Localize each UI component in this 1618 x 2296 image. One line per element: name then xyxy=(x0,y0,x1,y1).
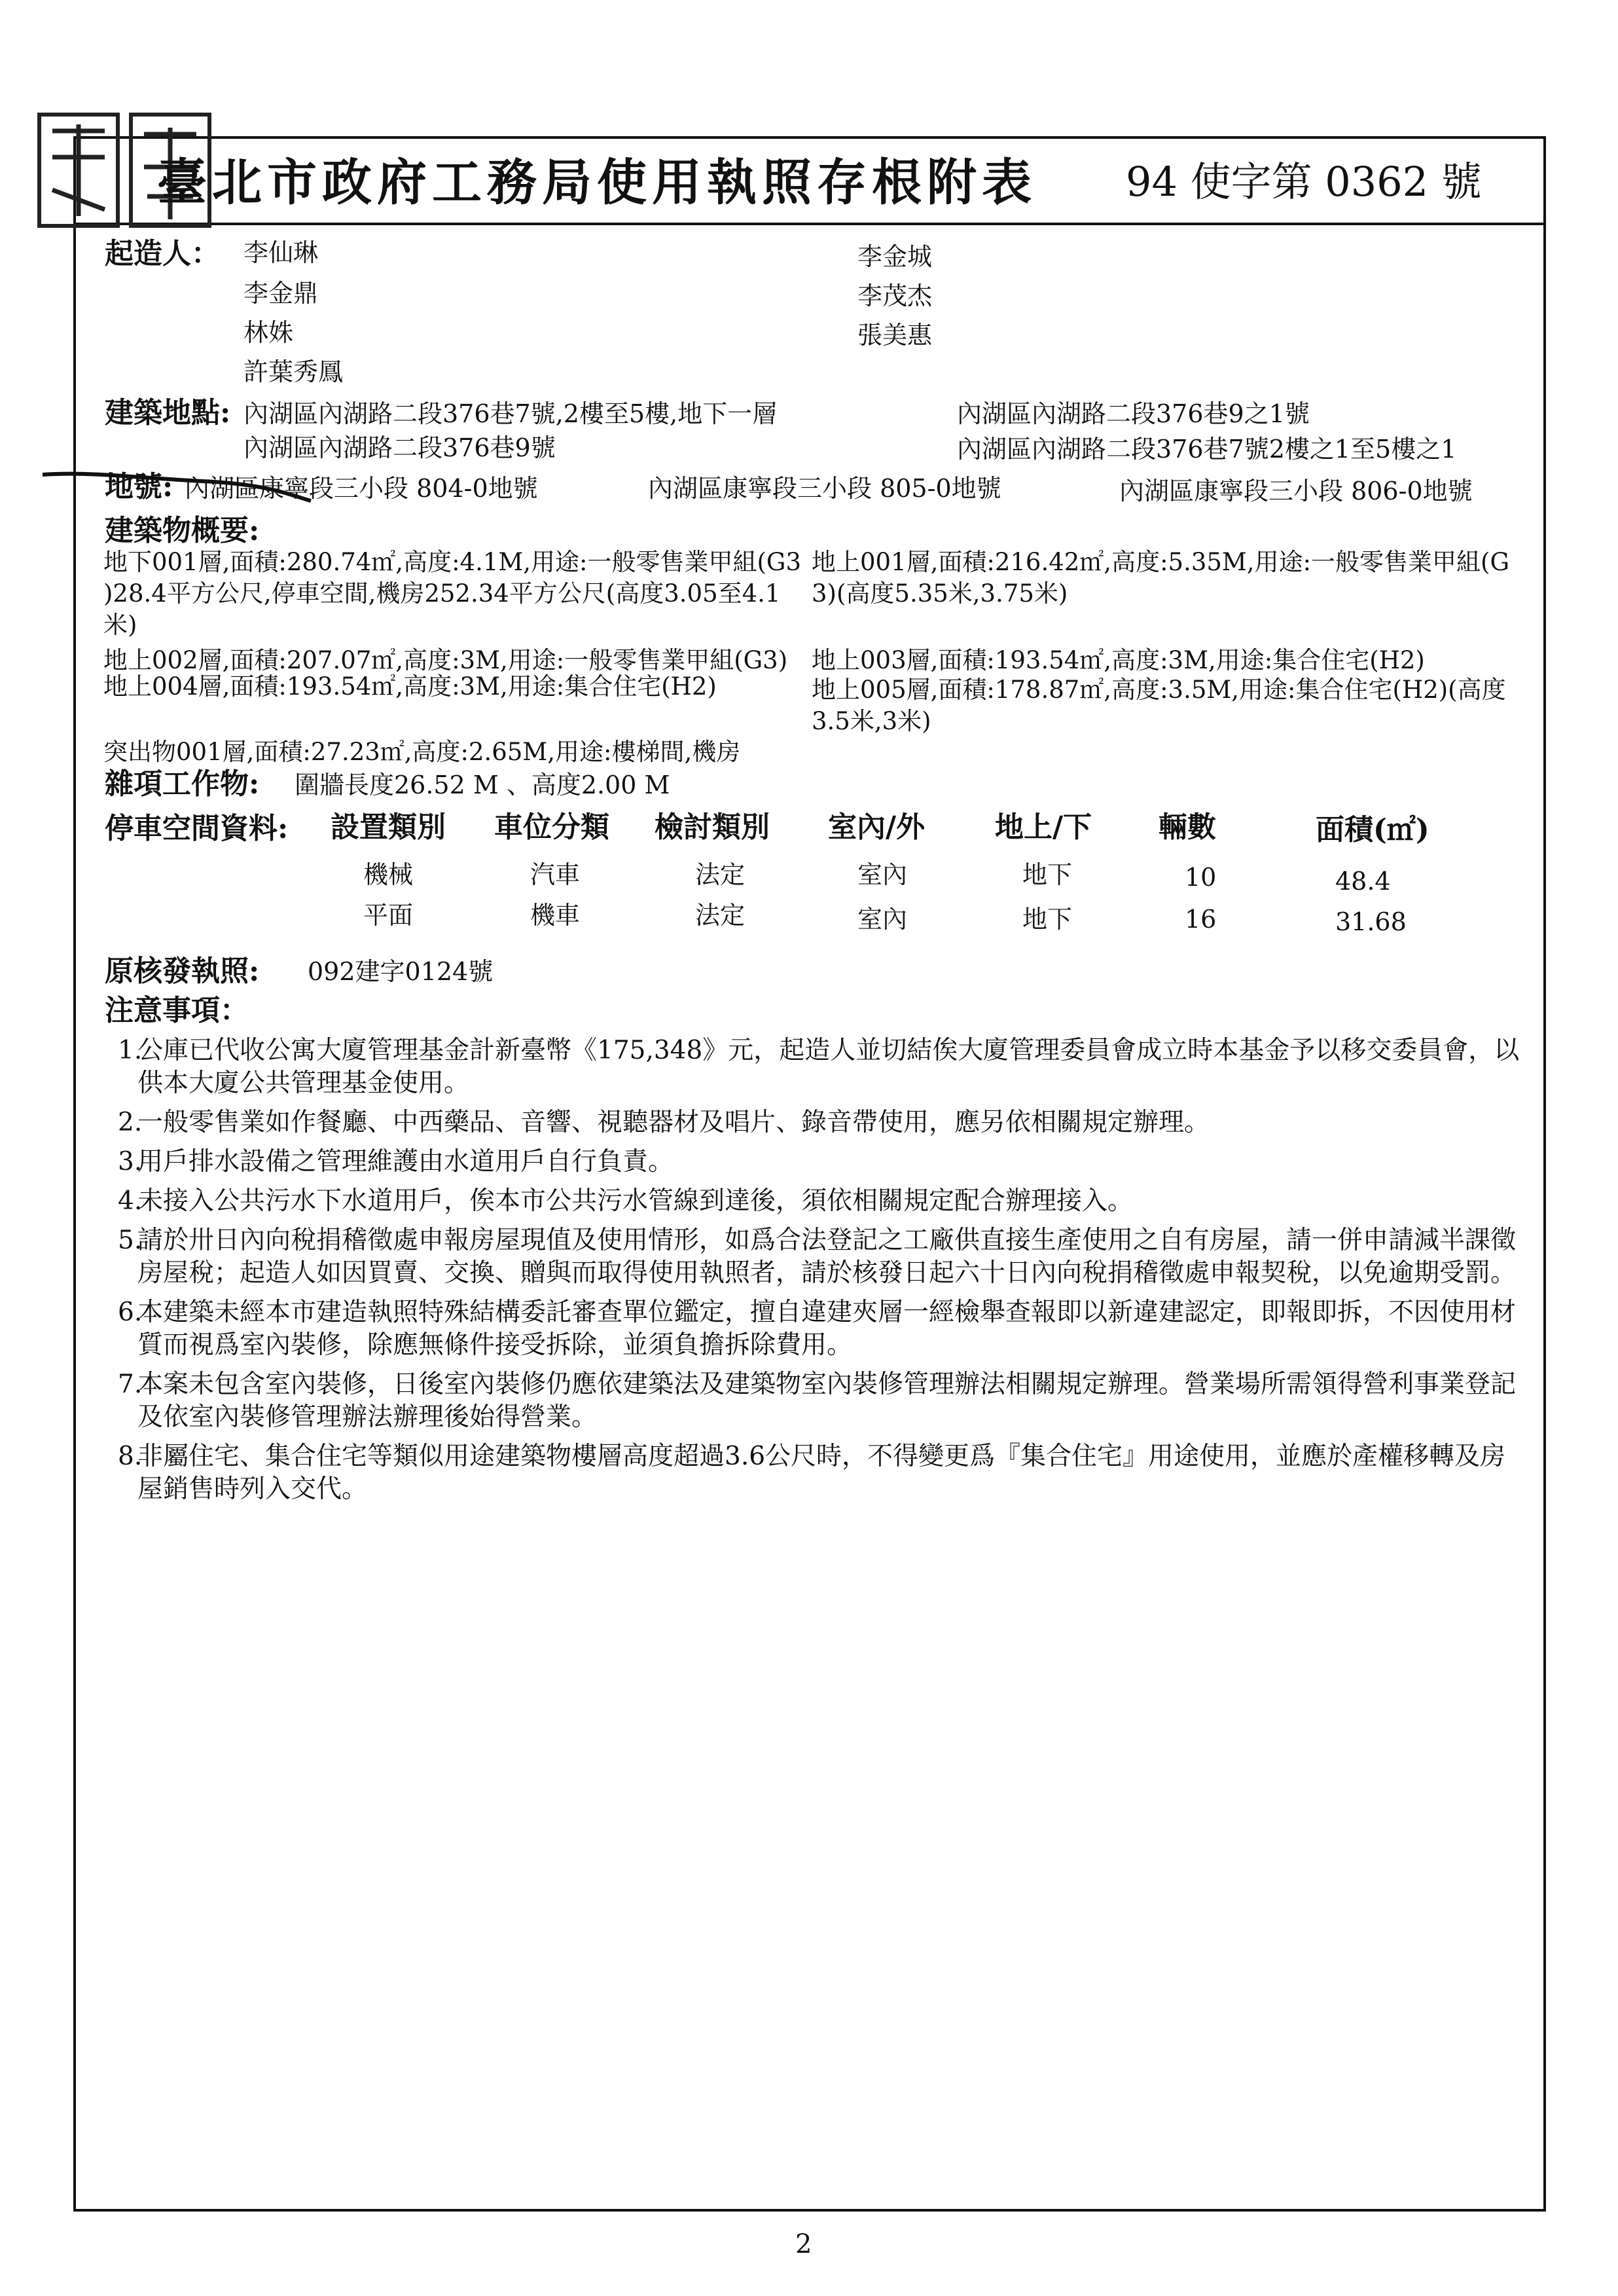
parking-cell: 31.68 xyxy=(1335,907,1407,936)
site-address: 內湖區內湖路二段376巷9號 xyxy=(243,433,556,462)
original-permit-value: 092建字0124號 xyxy=(308,957,494,986)
note-text: 公庫已代收公寓大廈管理基金計新臺幣《175,348》元，起造人並切結俟大廈管理委員會成立時本基金予以移交委員會，以供本大廈公共管理基金使用。 xyxy=(137,1036,1520,1098)
list-item: 7. 本案未包含室內裝修，日後室內裝修仍應依建築法及建築物室內裝修管理辦法相關規定辦理。營業場所需領得營利事業登記及依室內裝修管理辦法辦理後始得營業。 xyxy=(118,1368,1525,1434)
parking-cell: 48.4 xyxy=(1335,867,1391,896)
floor-b001: 地下001層,面積:280.74㎡,高度:4.1M,用途:一般零售業甲組(G3 xyxy=(103,548,802,576)
parking-header: 地上/下 xyxy=(995,811,1092,844)
parking-cell: 10 xyxy=(1185,863,1217,892)
parking-cell: 地下 xyxy=(1022,905,1073,934)
floor-b001: 米) xyxy=(103,611,137,639)
site-address: 內湖區內湖路二段376巷7號2樓之1至5樓之1 xyxy=(957,435,1457,464)
floor-p001: 突出物001層,面積:27.23㎡,高度:2.65M,用途:樓梯間,機房 xyxy=(103,738,741,766)
list-item: 3. 用戶排水設備之管理維護由水道用戶自行負責。 xyxy=(118,1146,1525,1178)
note-text: 未接入公共污水下水道用戶，俟本市公共污水管線到達後，須依相關規定配合辦理接入。 xyxy=(137,1186,1134,1216)
misc-value: 圍牆長度26.52 M 、高度2.00 M xyxy=(295,771,670,799)
document-title: 臺北市政府工務局使用執照存根附表 xyxy=(157,153,1037,211)
list-item: 5. 請於卅日內向稅捐稽徵處申報房屋現值及使用情形，如爲合法登記之工廠供直接生產使用之自有房屋，請一併申請減半課徵房屋稅；起造人如因買賣、交換、贈與而取得使用執照者，請於核發日起六十日內向稅捐稽徵處申報契稅，以免逾期受罰。 xyxy=(118,1224,1525,1290)
site-address: 內湖區內湖路二段376巷9之1號 xyxy=(957,399,1310,428)
floor-g001: 地上001層,面積:216.42㎡,高度:5.35M,用途:一般零售業甲組(G xyxy=(812,548,1510,576)
parking-cell: 室內 xyxy=(857,860,908,889)
parking-label: 停車空間資料: xyxy=(105,812,289,845)
parking-header: 面積(㎡) xyxy=(1316,813,1429,847)
note-text: 非屬住宅、集合住宅等類似用途建築物樓層高度超過3.6公尺時，不得變更爲『集合住宅』用途使用，並應於產權移轉及房屋銷售時列入交代。 xyxy=(137,1442,1506,1504)
floor-g005: 地上005層,面積:178.87㎡,高度:3.5M,用途:集合住宅(H2)(高度 xyxy=(812,676,1506,704)
builder-name: 張美惠 xyxy=(857,321,933,350)
parking-cell: 機車 xyxy=(530,901,581,930)
header-rule xyxy=(73,223,1546,225)
parking-cell: 室內 xyxy=(857,905,908,934)
note-text: 本建築未經本市建造執照特殊結構委託審查單位鑑定，擅自違建夾層一經檢舉查報即以新違建認定，即報即拆，不因使用材質而視爲室內裝修，除應無條件接受拆除，並須負擔拆除費用。 xyxy=(137,1298,1517,1360)
overview-label: 建築物概要: xyxy=(105,514,260,547)
parking-cell: 16 xyxy=(1185,905,1217,934)
floor-g005: 3.5米,3米) xyxy=(812,707,931,735)
parking-cell: 汽車 xyxy=(530,860,581,889)
misc-label: 雜項工作物: xyxy=(105,767,260,801)
parking-header: 設置類別 xyxy=(331,811,446,844)
lot-number: 內湖區康寧段三小段 805-0地號 xyxy=(648,474,1001,503)
builder-name: 李金城 xyxy=(857,242,933,271)
parking-header: 車位分類 xyxy=(494,811,609,844)
list-item: 8. 非屬住宅、集合住宅等類似用途建築物樓層高度超過3.6公尺時，不得變更爲『集合住宅』用途使用，並應於產權移轉及房屋銷售時列入交代。 xyxy=(118,1440,1525,1506)
builder-name: 許葉秀鳳 xyxy=(243,357,344,386)
parking-cell: 平面 xyxy=(363,901,414,930)
parking-header: 室內/外 xyxy=(828,811,926,844)
parking-cell: 法定 xyxy=(695,901,746,930)
floor-g003: 地上003層,面積:193.54㎡,高度:3M,用途:集合住宅(H2) xyxy=(812,646,1425,674)
notes-list xyxy=(118,1034,1525,1512)
lot-number: 內湖區康寧段三小段 806-0地號 xyxy=(1119,477,1473,505)
note-text: 本案未包含室內裝修，日後室內裝修仍應依建築法及建築物室內裝修管理辦法相關規定辦理。營業場所需領得營利事業登記及依室內裝修管理辦法辦理後始得營業。 xyxy=(137,1370,1517,1432)
site-label: 建築地點: xyxy=(105,396,231,429)
floor-g004: 地上004層,面積:193.54㎡,高度:3M,用途:集合住宅(H2) xyxy=(103,672,717,701)
permit-number: 94 使字第 0362 號 xyxy=(1126,158,1482,206)
parking-cell: 機械 xyxy=(363,860,414,889)
floor-b001: )28.4平方公尺,停車空間,機房252.34平方公尺(高度3.05至4.1 xyxy=(103,579,781,608)
note-text: 用戶排水設備之管理維護由水道用戶自行負責。 xyxy=(137,1147,674,1176)
parking-header: 輛數 xyxy=(1159,811,1216,844)
list-item: 4. 未接入公共污水下水道用戶，俟本市公共污水管線到達後，須依相關規定配合辦理接入。 xyxy=(118,1185,1525,1218)
notes-label: 注意事項： xyxy=(105,994,249,1027)
lots-label: 地號: xyxy=(105,470,173,503)
builder-name: 李金鼎 xyxy=(243,279,319,308)
site-address: 內湖區內湖路二段376巷7號,2樓至5樓,地下一層 xyxy=(243,399,778,428)
parking-cell: 地下 xyxy=(1022,860,1073,889)
parking-header: 檢討類別 xyxy=(655,811,770,844)
builders-label: 起造人： xyxy=(105,237,220,270)
list-item: 6. 本建築未經本市建造執照特殊結構委託審查單位鑑定，擅自違建夾層一經檢舉查報即以新違建認定，即報即拆，不因使用材質而視爲室內裝修，除應無條件接受拆除，並須負擔拆除費用。 xyxy=(118,1296,1525,1362)
note-text: 一般零售業如作餐廳、中西藥品、音響、視聽器材及唱片、錄音帶使用，應另依相關規定辦理。 xyxy=(137,1108,1210,1137)
lot-number: 內湖區康寧段三小段 804-0地號 xyxy=(185,474,538,503)
floor-g001: 3)(高度5.35米,3.75米) xyxy=(812,579,1068,608)
builder-name: 李茂杰 xyxy=(857,282,933,310)
original-permit-label: 原核發執照: xyxy=(105,955,260,988)
parking-cell: 法定 xyxy=(695,860,746,889)
builder-name: 李仙琳 xyxy=(243,238,319,267)
page-number: 2 xyxy=(795,2229,812,2259)
list-item: 2. 一般零售業如作餐廳、中西藥品、音響、視聽器材及唱片、錄音帶使用，應另依相關規定辦理。 xyxy=(118,1106,1525,1139)
note-text: 請於卅日內向稅捐稽徵處申報房屋現值及使用情形，如爲合法登記之工廠供直接生產使用之自有房屋，請一併申請減半課徵房屋稅；起造人如因買賣、交換、贈與而取得使用執照者，請於核發日起六十日內向稅捐稽徵處申報契稅，以免逾期受罰。 xyxy=(137,1226,1517,1288)
list-item: 1. 公庫已代收公寓大廈管理基金計新臺幣《175,348》元，起造人並切結俟大廈管理委員會成立時本基金予以移交委員會，以供本大廈公共管理基金使用。 xyxy=(118,1034,1525,1100)
floor-g002: 地上002層,面積:207.07㎡,高度:3M,用途:一般零售業甲組(G3) xyxy=(103,646,788,674)
builder-name: 林姝 xyxy=(243,318,294,347)
